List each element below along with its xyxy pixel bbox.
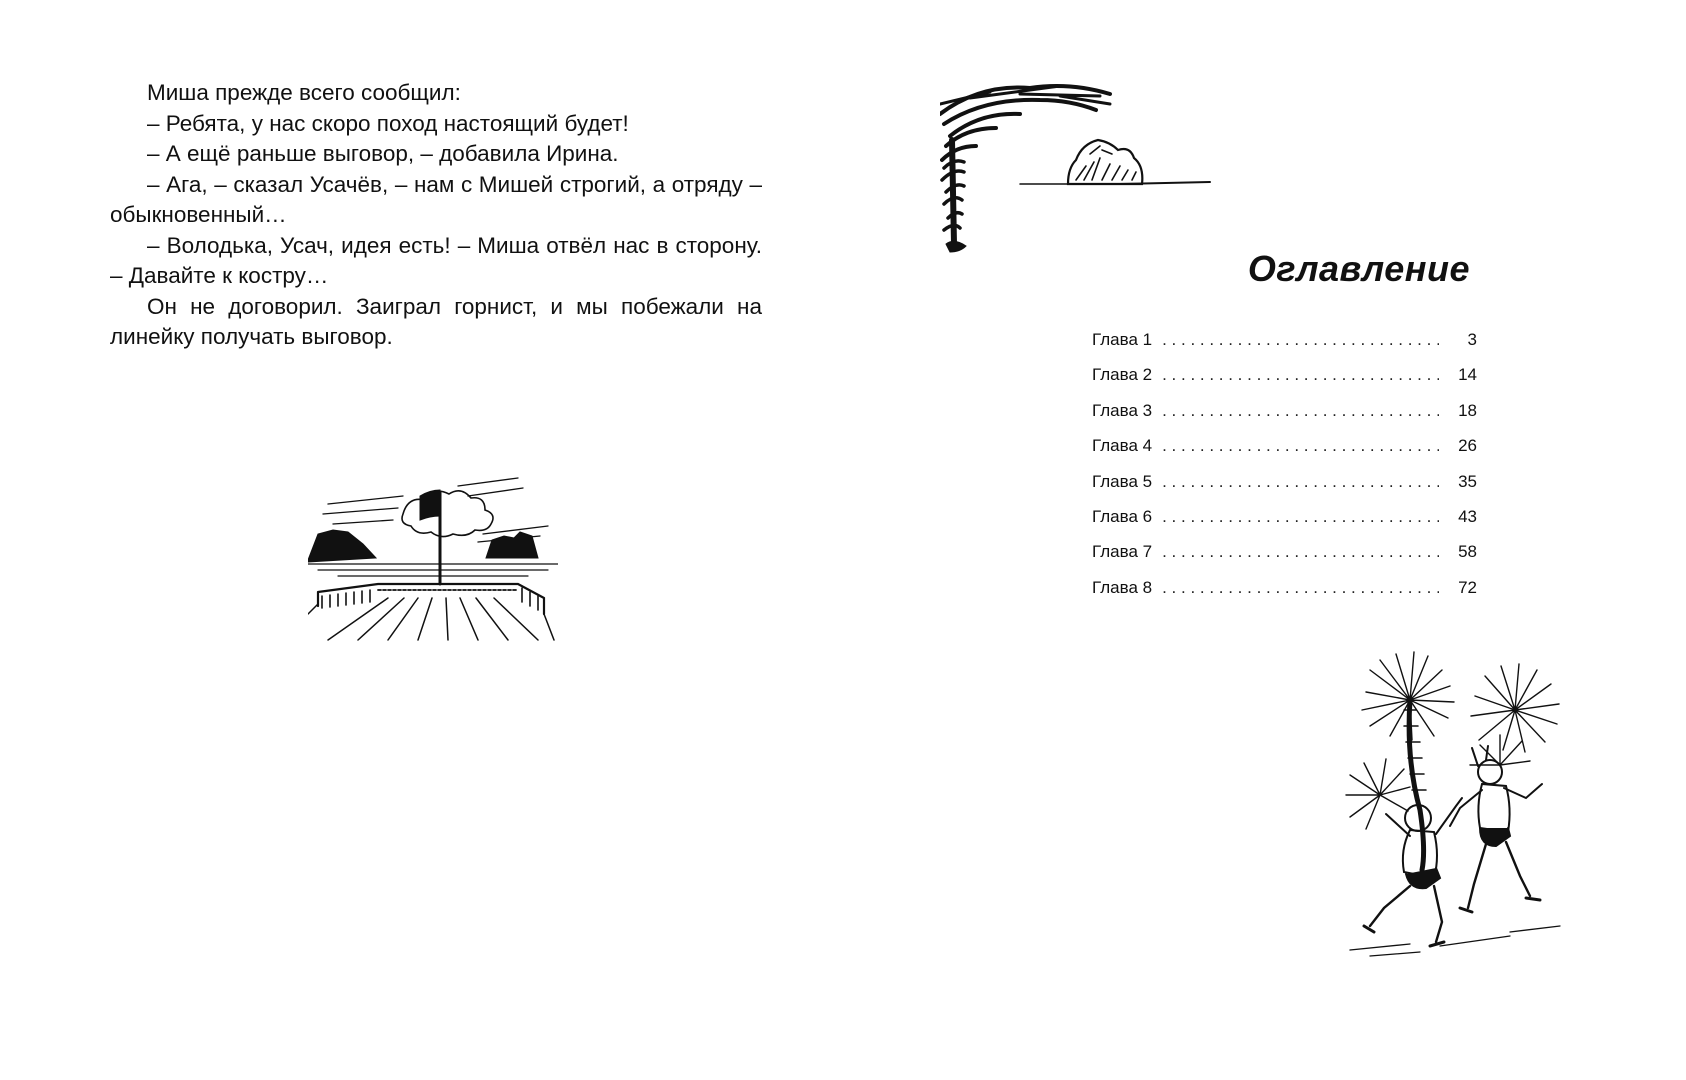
story-paragraph: – А ещё раньше выговор, – добавила Ирина. [147, 141, 619, 166]
toc-entry[interactable] [1092, 401, 1477, 436]
story-paragraph: Он не договорил. Заиграл горнист, и мы побежали на линейку получать выговор. [110, 293, 762, 349]
toc-entry-page: 43 [1458, 506, 1477, 526]
table-of-contents [1092, 330, 1477, 613]
boys-under-palms-illustration [1340, 650, 1580, 960]
toc-entry[interactable] [1092, 578, 1477, 613]
toc-entry-page: 72 [1458, 577, 1477, 597]
story-text [110, 78, 762, 353]
toc-entry-label: Глава 6 [1092, 506, 1153, 526]
toc-leader-dots [1162, 330, 1439, 350]
toc-entry-page: 58 [1458, 542, 1477, 562]
story-paragraph: – Ага, – сказал Усачёв, – нам с Мишей строгий, а отряду – обыкновенный… [110, 171, 762, 227]
toc-leader-dots [1162, 507, 1439, 527]
toc-leader-dots [1162, 542, 1439, 562]
story-paragraph: – Ребята, у нас скоро поход настоящий будет! [147, 110, 629, 136]
toc-entry-page: 18 [1458, 400, 1477, 420]
toc-entry-page: 14 [1458, 365, 1477, 385]
toc-leader-dots [1162, 365, 1439, 385]
toc-entry[interactable] [1092, 330, 1477, 365]
story-paragraph: Миша прежде всего сообщил: [147, 80, 461, 105]
toc-title: Оглавление [1247, 248, 1470, 289]
toc-leader-dots [1162, 401, 1439, 421]
toc-entry[interactable] [1092, 507, 1477, 542]
boys-under-palms-drawing [1340, 650, 1580, 960]
toc-entry[interactable] [1092, 436, 1477, 471]
toc-entry-label: Глава 1 [1092, 330, 1153, 349]
toc-entry[interactable] [1092, 542, 1477, 577]
toc-entry-page: 35 [1458, 471, 1477, 491]
toc-entry-page: 26 [1458, 436, 1477, 456]
toc-leader-dots [1162, 472, 1439, 492]
toc-entry-label: Глава 7 [1092, 542, 1153, 562]
toc-entry-label: Глава 3 [1092, 400, 1153, 420]
flag-on-pier-drawing [308, 474, 558, 644]
toc-entry[interactable] [1092, 365, 1477, 400]
toc-leader-dots [1162, 578, 1439, 598]
flag-on-pier-illustration [308, 474, 558, 644]
toc-leader-dots [1162, 436, 1439, 456]
toc-entry-label: Глава 4 [1092, 436, 1153, 456]
palm-and-rock-illustration [940, 84, 1230, 264]
toc-entry-label: Глава 2 [1092, 365, 1153, 385]
story-paragraph: – Володька, Усач, идея есть! – Миша отвёл нас в сторону. – Давайте к костру… [110, 232, 762, 288]
toc-entry-label: Глава 5 [1092, 471, 1153, 491]
toc-entry-label: Глава 8 [1092, 577, 1153, 597]
toc-entry[interactable] [1092, 472, 1477, 507]
toc-entry-page: 3 [1467, 330, 1477, 349]
palm-and-rock-drawing [940, 84, 1230, 264]
